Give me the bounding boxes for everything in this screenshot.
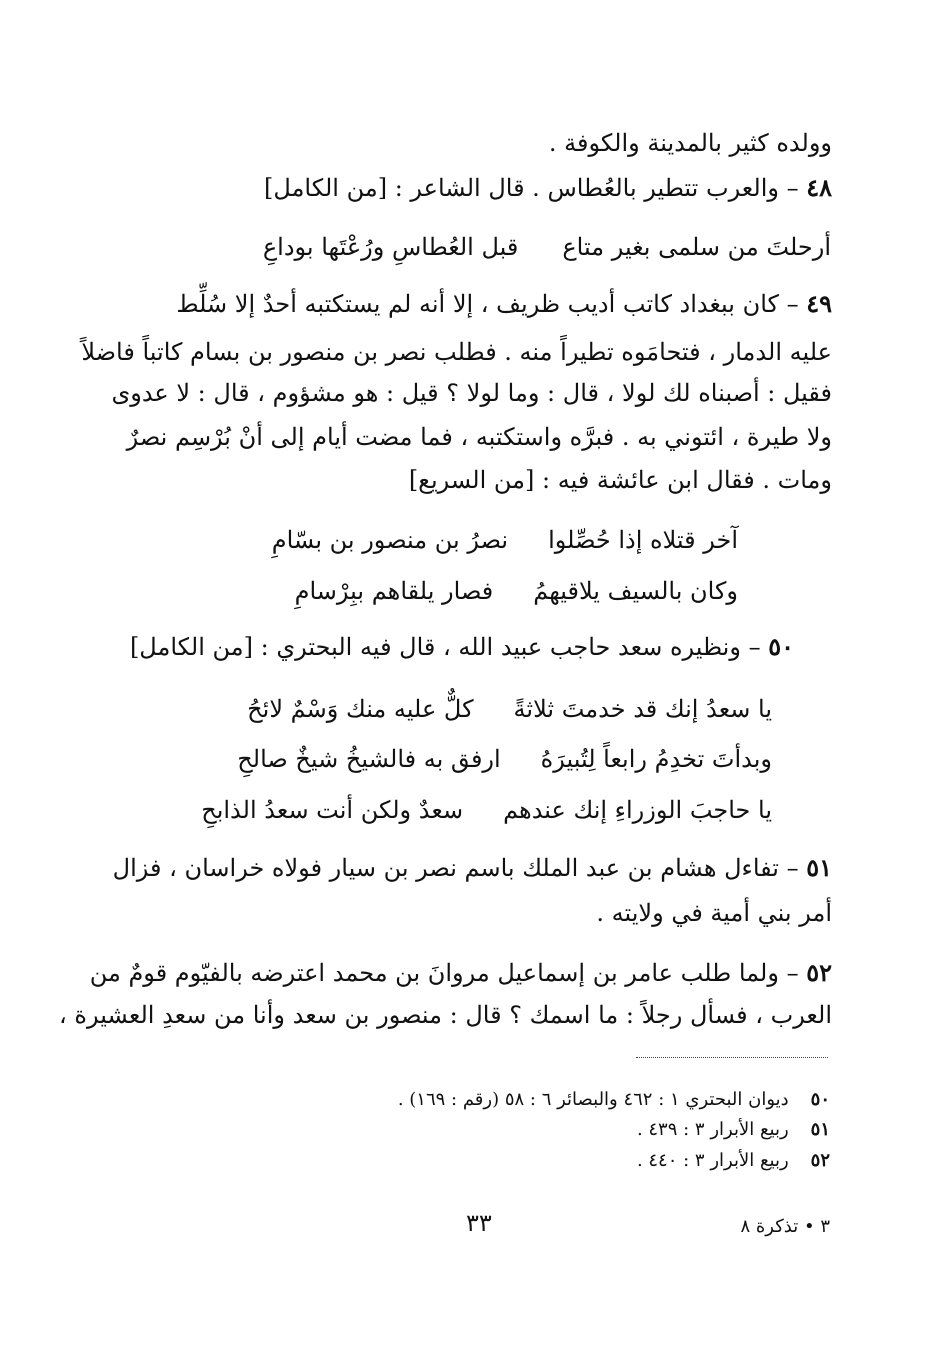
footnote-text: ديوان البحتري ١ : ٤٦٢ والبصائر ٦ : ٥٨ (رقم : ١٦٩) . — [397, 1089, 789, 1110]
section-49 — [176, 289, 832, 319]
hemistich-1: أرحلتَ من سلمى بغير متاع — [562, 233, 831, 261]
verse-48 — [263, 232, 831, 262]
hemistich-2: كلٌّ عليه منك وَسْمٌ لائحُ — [247, 695, 474, 723]
verse-50c — [201, 795, 772, 825]
verse-50b — [237, 744, 772, 774]
section-number: ٥١ — [806, 853, 832, 882]
section-50 — [130, 632, 794, 662]
section-number: ٤٨ — [806, 173, 832, 202]
hemistich-1: يا حاجبَ الوزراءِ إنك عندهم — [503, 796, 772, 824]
text-line: وولده كثير بالمدينة والكوفة . — [548, 129, 832, 157]
hemistich-2: نصرُ بن منصور بن بسّامِ — [271, 526, 509, 554]
section-text: – كان ببغداد كاتب أديب ظريف ، إلا أنه لم يستكتبه أحدٌ إلا سُلِّط — [176, 290, 807, 318]
text-line: ومات . فقال ابن عائشة فيه : [من السريع] — [408, 466, 832, 494]
footnote-text: ربيع الأبرار ٣ : ٤٣٩ . — [636, 1119, 789, 1140]
footnote-number: ٥٢ — [810, 1150, 830, 1171]
section-number: ٤٩ — [806, 289, 832, 318]
verse-49a — [272, 525, 738, 555]
section-number: ٥٠ — [768, 632, 794, 661]
section-51 — [113, 853, 832, 883]
section-text: – ونظيره سعد حاجب عبيد الله ، قال فيه البحتري : [من الكامل] — [129, 633, 769, 661]
verse-50a — [247, 694, 772, 724]
hemistich-2: سعدٌ ولكن أنت سعدُ الذابحِ — [201, 796, 464, 824]
text-line: عليه الدمار ، فتحامَوه تطيراً منه . فطلب نصر بن منصور بن بسام كاتباً فاضلاً — [81, 338, 832, 366]
footnote — [637, 1118, 830, 1142]
footnote-divider — [636, 1057, 828, 1058]
hemistich-2: قبل العُطاسِ ورُعْتَها بوداعِ — [262, 233, 519, 261]
footnote-number: ٥٠ — [810, 1089, 830, 1110]
signature-mark: ٣ • تذكرة ٨ — [740, 1216, 830, 1237]
verse-49b — [295, 576, 738, 606]
text-line: ولا طيرة ، ائتوني به . فبرَّه واستكتبه ، فما مضت أيام إلى أنْ بُرْسِم نصرٌ — [126, 423, 832, 451]
section-text: – ولما طلب عامر بن إسماعيل مروانَ بن محمد اعترضه بالفيّوم قومٌ من — [89, 959, 807, 987]
footnote-number: ٥١ — [810, 1119, 830, 1140]
section-52 — [90, 958, 832, 988]
section-text: – تفاءل هشام بن عبد الملك باسم نصر بن سيار فولاه خراسان ، فزال — [112, 854, 807, 882]
section-48 — [264, 173, 832, 203]
footnote-text: ربيع الأبرار ٣ : ٤٤٠ . — [636, 1150, 789, 1171]
text-line: أمر بني أمية في ولايته . — [596, 899, 832, 927]
footnote — [398, 1088, 830, 1112]
text-line: العرب ، فسأل رجلاً : ما اسمك ؟ قال : منصور بن سعد وأنا من سعدِ العشيرة ، — [59, 1001, 832, 1029]
hemistich-1: وكان بالسيف يلاقيهمُ — [533, 577, 738, 605]
text-line: فقيل : أصبناه لك لولا ، قال : وما لولا ؟ قيل : هو مشؤوم ، قال : لا عدوى — [111, 379, 832, 407]
section-number: ٥٢ — [806, 958, 832, 987]
hemistich-1: آخر قتلاه إذا حُصِّلوا — [548, 526, 738, 554]
section-text: – والعرب تتطير بالعُطاس . قال الشاعر : [من الكامل] — [264, 174, 807, 202]
hemistich-2: ارفق به فالشيخُ شيخٌ صالحِ — [237, 745, 501, 773]
hemistich-1: يا سعدُ إنك قد خدمتَ ثلاثةً — [513, 695, 772, 723]
page-number: ٣٣ — [466, 1209, 492, 1237]
hemistich-1: وبدأتَ تخدِمُ رابعاً لِتُبيرَهُ — [540, 745, 772, 773]
hemistich-2: فصار يلقاهم ببِرْسامِ — [294, 577, 494, 605]
footnote — [637, 1149, 830, 1173]
